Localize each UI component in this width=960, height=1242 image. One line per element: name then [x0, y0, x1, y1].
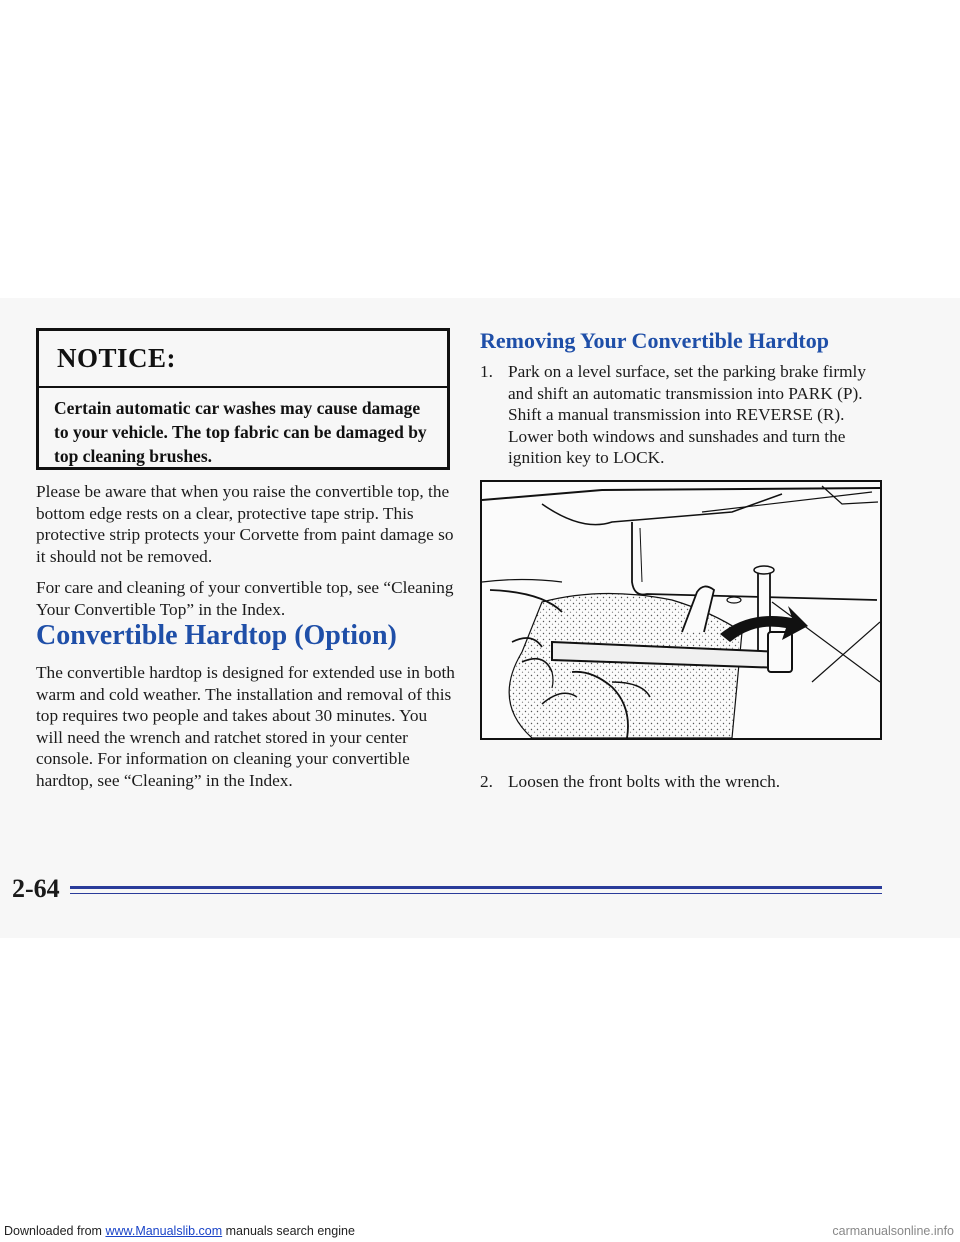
manualslib-link[interactable]: www.Manualslib.com	[105, 1224, 223, 1238]
subsection-title: Removing Your Convertible Hardtop	[480, 328, 829, 353]
care-cleaning-paragraph: For care and cleaning of your convertible top, see “Cleaning Your Convertible Top” in the Index.	[36, 578, 454, 619]
wrench-illustration	[480, 480, 882, 740]
download-bar	[0, 1223, 960, 1242]
step-1	[480, 361, 880, 471]
step-text: Loosen the front bolts with the wrench.	[508, 772, 781, 791]
download-credit: Downloaded from www.Manualslib.com manuals search engine	[4, 1224, 355, 1238]
step-number: 2.	[480, 772, 493, 791]
section-title: Convertible Hardtop (Option)	[36, 620, 397, 651]
hardtop-intro-paragraph: The convertible hardtop is designed for extended use in both warm and cold weather. The installation and removal of this top requires two people and takes about 30 minutes. You will need the wrench and ratchet stored in your center console. For information on cleaning your convertible hardtop, see “Cleaning” in the Index.	[36, 663, 455, 790]
watermark: carmanualsonline.info	[832, 1224, 954, 1238]
notice-heading: NOTICE:	[39, 331, 447, 388]
step-number: 1.	[480, 362, 493, 381]
page-number: 2-64	[12, 874, 60, 903]
notice-box	[36, 328, 450, 470]
notice-body: Certain automatic car washes may cause damage to your vehicle. The top fabric can be damaged by top cleaning brushes.	[54, 398, 427, 466]
protective-strip-paragraph: Please be aware that when you raise the convertible top, the bottom edge rests on a clear, protective tape strip. This protective strip protects your Corvette from paint damage so it should not be removed.	[36, 482, 454, 566]
footer-rule	[70, 886, 882, 889]
step-text: Park on a level surface, set the parking brake firmly and shift an automatic transmission into PARK (P). Shift a manual transmission into REVERSE (R). Lower both windows and sunshades and turn the ignition key to LOCK.	[508, 362, 866, 467]
footer-rule-thin	[70, 893, 882, 894]
step-2	[480, 771, 880, 795]
hand-wrench-icon	[482, 482, 880, 738]
